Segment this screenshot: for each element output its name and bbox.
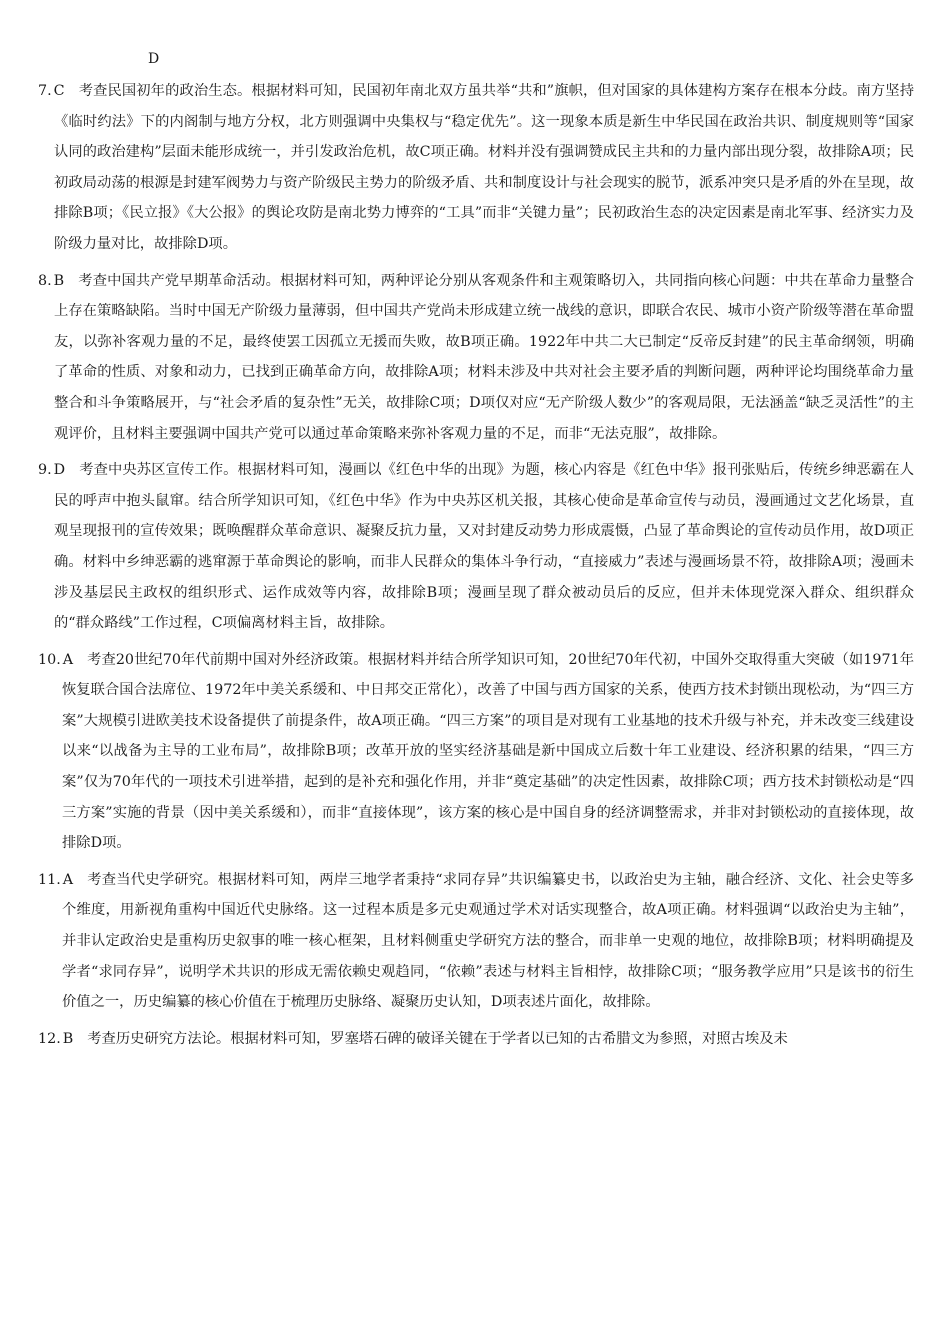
answer-letter: A — [62, 651, 74, 668]
explanation-text: 考查中国共产党早期革命活动。根据材料可知，两种评论分别从客观条件和主观策略切入，共同指向核心问题：中共在革命力量整合上存在策略缺陷。当时中国无产阶级力量薄弱，但中国共产党尚未形成建立统一战线的意识，即联合农民、城市小资产阶级等潜在革命盟友，以弥补客观力量的不足，最终使罢工因孤立无援而失败，故B项正确。1922年中共二大已制定“反帝反封建”的民主革命纲领，明确了革命的性质、对象和动力，已找到正确革命方向，故排除A项；材料未涉及中共对社会主要矛盾的判断问题，两种评论均围绕革命力量整合和斗争策略展开，与“社会矛盾的复杂性”无关，故排除C项；D项仅对应“无产阶级人数少”的客观局限，无法涵盖“缺乏灵活性”的主观评价，且材料主要强调中国共产党可以通过革命策略来弥补客观力量的不足，而非“无法克服”，故排除。 — [54, 272, 914, 442]
question-number: 11. — [38, 871, 61, 888]
explanation-text: 考查当代史学研究。根据材料可知，两岸三地学者秉持“求同存异”共识编纂史书，以政治史为主轴，融合经济、文化、社会史等多个维度，用新视角重构中国近代史脉络。这一过程本质是多元史观通过学术对话实现整合，故A项正确。材料强调“以政治史为主轴”，并非认定政治史是重构历史叙事的唯一核心框架，且材料侧重史学研究方法的整合，而非单一史观的地位，故排除B项；材料明确提及学者“求同存异”，说明学术共识的形成无需依赖史观趋同，“依赖”表述与材料主旨相悖，故排除C项；“服务教学应用”只是该书的衍生价值之一，历史编纂的核心价值在于梳理历史脉络、凝聚历史认知，D项表述片面化，故排除。 — [62, 871, 914, 1011]
answer-item-10 — [38, 645, 914, 859]
explanation-text: 考查民国初年的政治生态。根据材料可知，民国初年南北双方虽共举“共和”旗帜，但对国家的具体建构方案存在根本分歧。南方坚持《临时约法》下的内阁制与地方分权，北方则强调中央集权与“稳定优先”。这一现象本质是新生中华民国在政治共识、制度规则等“国家认同的政治建构”层面未能形成统一，并引发政治危机，故C项正确。材料并没有强调赞成民主共和的力量内部出现分裂，故排除A项；民初政局动荡的根源是封建军阀势力与资产阶级民主势力的阶级矛盾、共和制度设计与社会现实的脱节，派系冲突只是矛盾的外在呈现，故排除B项；《民立报》《大公报》的舆论攻防是南北势力博弈的“工具”而非“关键力量”；民初政治生态的决定因素是南北军事、经济实力及阶级力量对比，故排除D项。 — [54, 83, 914, 252]
answer-item-9 — [38, 455, 914, 639]
question-number: 9. — [38, 462, 52, 479]
answer-letter: D — [53, 462, 66, 479]
explanation-text: 考查20世纪70年代前期中国对外经济政策。根据材料并结合所学知识可知，20世纪70年代初，中国外交取得重大突破（如1971年恢复联合国合法席位、1972年中美关系缓和、中日邦交正常化），改善了中国与西方国家的关系，使西方技术封锁出现松动，为“四三方案”大规模引进欧美技术设备提供了前提条件，故A项正确。“四三方案”的项目是对现有工业基地的技术升级与补充，并未改变三线建设以来“以战备为主导的工业布局”，故排除B项；改革开放的坚实经济基础是新中国成立后数十年工业建设、经济积累的结果，“四三方案”仅为70年代的一项技术引进举措，起到的是补充和强化作用，并非“奠定基础”的决定性因素，故排除C项；西方技术封锁松动是“四三方案”实施的背景（因中美关系缓和），而非“直接体现”，该方案的核心是中国自身的经济调整需求，并非对封锁松动的直接体现，故排除D项。 — [62, 651, 914, 852]
answer-list — [38, 76, 914, 1060]
answer-item-7 — [38, 76, 914, 260]
question-number: 12. — [38, 1030, 61, 1047]
answer-letter: B — [62, 1030, 74, 1047]
answer-item-8 — [38, 266, 914, 450]
answer-item-11 — [38, 865, 914, 1018]
explanation-text: 考查中央苏区宣传工作。根据材料可知，漫画以《红色中华的出现》为题，核心内容是《红色中华》报刊张贴后，传统乡绅恶霸在人民的呼声中抱头鼠窜。结合所学知识可知，《红色中华》作为中央苏区机关报，其核心使命是革命宣传与动员，漫画通过文艺化场景，直观呈现报刊的宣传效果；既唤醒群众革命意识、凝聚反抗力量，又对封建反动势力形成震慑，凸显了革命舆论的宣传动员作用，故D项正确。材料中乡绅恶霸的逃窜源于革命舆论的影响，而非人民群众的集体斗争行动，“直接威力”表述与漫画场景不符，故排除A项；漫画未涉及基层民主政权的组织形式、运作成效等内容，故排除B项；漫画呈现了群众被动员后的反应，但并未体现党深入群众、组织群众的“群众路线”工作过程，C项偏离材料主旨，故排除。 — [54, 462, 914, 632]
question-number: 10. — [38, 651, 61, 668]
explanation-text: 考查历史研究方法论。根据材料可知，罗塞塔石碑的破译关键在于学者以已知的古希腊文为参照，对照古埃及未 — [87, 1030, 788, 1047]
answer-letter: A — [62, 871, 74, 888]
question-number: 7. — [38, 83, 52, 99]
answer-letter: B — [53, 272, 65, 289]
answer-letter: C — [53, 83, 65, 99]
answer-item-12 — [38, 1024, 914, 1055]
top-fragment: D — [148, 51, 160, 67]
question-number: 8. — [38, 272, 52, 289]
